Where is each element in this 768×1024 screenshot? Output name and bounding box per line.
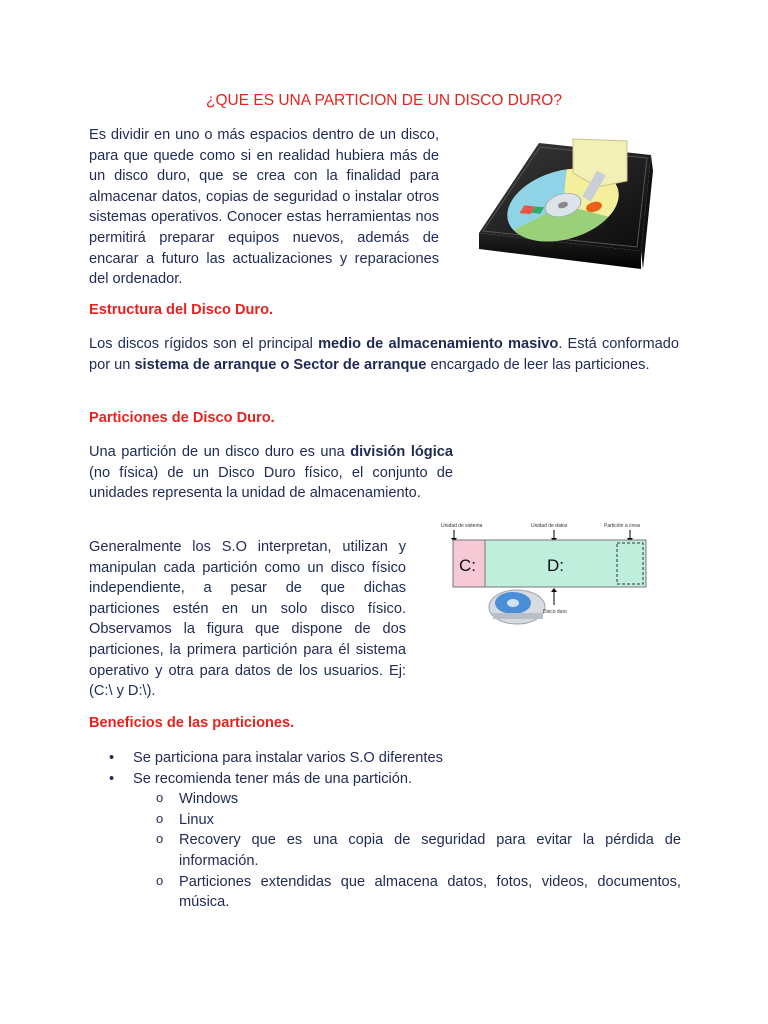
heading-benefits: Beneficios de las particiones. — [89, 715, 295, 731]
list-item: o Linux — [133, 810, 681, 831]
label-partition-create: Partición a crear — [604, 523, 641, 529]
heading-structure: Estructura del Disco Duro. — [89, 302, 274, 318]
heading-partitions: Particiones de Disco Duro. — [89, 410, 275, 426]
small-disk-icon — [489, 590, 545, 624]
partitions-text-a: Una partición de un disco duro es una — [89, 444, 351, 460]
structure-paragraph — [89, 334, 679, 375]
list-item: o Recovery que es una copia de seguridad para evitar la pérdida de información. — [133, 830, 681, 871]
structure-text-b: . Está conformado por un — [89, 336, 680, 373]
partitions-text-b: (no física) de un Disco Duro físico, el conjunto de unidades representa la unidad de almacenamiento. — [89, 464, 453, 502]
partitions-bold-a: división lógica — [350, 444, 453, 460]
benefits-list — [89, 748, 681, 913]
partitions-paragraph-2: Generalmente los S.O interpretan, utilizan y manipulan cada partición como un disco físico independiente, a pesar de que dichas particiones estén en un solo disco físico. Observamos la figura que dispone de dos particiones, la primera partición para él sistema operativo y otra para datos de los usuarios. Ej: (C:\ y D:\). — [89, 539, 406, 700]
list-item — [89, 769, 681, 913]
drive-c-label: C: — [459, 556, 476, 575]
benefit-bullet-2: Se recomienda tener más de una partición. — [133, 770, 413, 787]
label-system-unit: Unidad de sistema — [441, 523, 483, 529]
partition-diagram — [437, 515, 653, 635]
label-hard-disk: Disco duro — [543, 609, 567, 615]
structure-text-c: encargado de leer las particiones. — [426, 356, 650, 373]
label-data-unit: Unidad de datos — [531, 523, 568, 529]
hard-disk-image — [477, 133, 653, 273]
intro-paragraph: Es dividir en uno o más espacios dentro de un disco, para que quede como si en realidad hubiera más de un disco duro, que se crea con la finalidad para almacenar datos, copias de seguridad o instalar otros sistemas operativos. Conocer estas herramientas nos permitirá preparar equipos nuevos, además de encarar a futuro las actualizaciones y reparaciones del ordenador. — [89, 127, 439, 288]
benefit-bullet-1: Se particiona para instalar varios S.O diferentes — [133, 750, 443, 766]
list-item: o Particiones extendidas que almacena datos, fotos, videos, documentos, música. — [133, 872, 681, 913]
list-item — [89, 748, 681, 769]
partitions-paragraph — [89, 442, 453, 504]
structure-text-a: Los discos rígidos son el principal — [89, 336, 319, 352]
partition-types-list — [133, 789, 681, 913]
structure-bold-a: medio de almacenamiento masivo — [318, 336, 559, 352]
drive-d-label: D: — [547, 556, 564, 575]
structure-bold-b: sistema de arranque o Sector de arranque — [134, 356, 427, 373]
list-item: o Windows — [133, 789, 681, 810]
page-title: ¿QUE ES UNA PARTICION DE UN DISCO DURO? — [206, 92, 562, 109]
